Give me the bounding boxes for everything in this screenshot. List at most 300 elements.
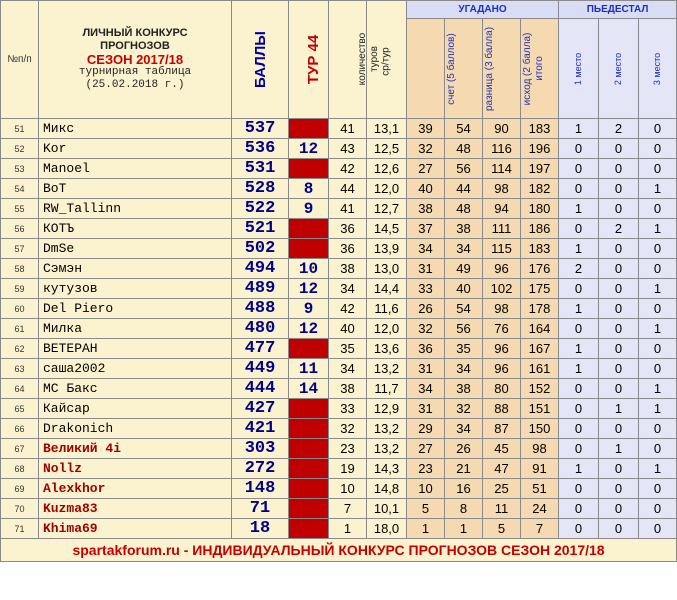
- guessed-score: 10: [407, 479, 445, 499]
- player-name: Del Piero: [39, 299, 232, 319]
- guessed-score: 38: [407, 199, 445, 219]
- tours-count: 1: [329, 519, 367, 539]
- row-number: 61: [1, 319, 39, 339]
- player-name: Khima69: [39, 519, 232, 539]
- row-number: 56: [1, 219, 39, 239]
- guessed-total: 164: [521, 319, 559, 339]
- guessed-score: 1: [407, 519, 445, 539]
- guessed-score-label: счет (5 баллов): [446, 32, 457, 105]
- guessed-score: 32: [407, 319, 445, 339]
- place-2-label: 2 место: [613, 52, 624, 85]
- place-2-count: 0: [599, 279, 639, 299]
- points-value: 444: [232, 379, 289, 399]
- footer-text: spartakforum.ru - ИНДИВИДУАЛЬНЫЙ КОНКУРС ПРОГНОЗОВ СЕЗОН 2017/18: [1, 539, 677, 562]
- tours-count: 42: [329, 159, 367, 179]
- row-number: 58: [1, 259, 39, 279]
- header-place-3: [639, 19, 677, 119]
- guessed-score: 29: [407, 419, 445, 439]
- points-value: 272: [232, 459, 289, 479]
- row-number: 62: [1, 339, 39, 359]
- table-row: [1, 219, 677, 239]
- tour-points: 11: [289, 359, 329, 379]
- guessed-score: 37: [407, 219, 445, 239]
- guessed-total: 182: [521, 179, 559, 199]
- tours-count: 44: [329, 179, 367, 199]
- guessed-score: 40: [407, 179, 445, 199]
- guessed-outcome: 11: [483, 499, 521, 519]
- player-name: саша2002: [39, 359, 232, 379]
- avg-per-tour: 12,0: [367, 179, 407, 199]
- table-row: [1, 139, 677, 159]
- avg-per-tour: 11,6: [367, 299, 407, 319]
- guessed-outcome: 114: [483, 159, 521, 179]
- row-number: 53: [1, 159, 39, 179]
- player-name: RW_Tallinn: [39, 199, 232, 219]
- guessed-total: 196: [521, 139, 559, 159]
- tour-points: 10: [289, 259, 329, 279]
- guessed-total: 178: [521, 299, 559, 319]
- guessed-total: 183: [521, 119, 559, 139]
- guessed-diff: 38: [445, 379, 483, 399]
- place-1-count: 1: [559, 299, 599, 319]
- title-line1: ЛИЧНЫЙ КОНКУРС: [82, 27, 188, 39]
- place-1-count: 0: [559, 319, 599, 339]
- avg-per-tour: 14,5: [367, 219, 407, 239]
- player-name: BoT: [39, 179, 232, 199]
- place-3-count: 1: [639, 459, 677, 479]
- row-number: 65: [1, 399, 39, 419]
- guessed-diff: 48: [445, 199, 483, 219]
- guessed-total: 167: [521, 339, 559, 359]
- guessed-score: 32: [407, 139, 445, 159]
- avg-per-tour: 12,7: [367, 199, 407, 219]
- place-1-count: 0: [559, 179, 599, 199]
- header-guessed-score: [407, 19, 457, 119]
- table-row: [1, 299, 677, 319]
- place-1-count: 0: [559, 479, 599, 499]
- row-number: 69: [1, 479, 39, 499]
- guessed-total: 161: [521, 359, 559, 379]
- guessed-outcome: 116: [483, 139, 521, 159]
- guessed-total: 150: [521, 419, 559, 439]
- place-2-count: 0: [599, 519, 639, 539]
- header-points: [232, 1, 289, 119]
- tours-count: 10: [329, 479, 367, 499]
- guessed-score: 31: [407, 399, 445, 419]
- tour-points: [289, 159, 329, 179]
- tour-points: [289, 119, 329, 139]
- tours-count: 38: [329, 259, 367, 279]
- place-2-count: 0: [599, 199, 639, 219]
- header-num: №п/п: [1, 1, 39, 119]
- tours-count: 41: [329, 199, 367, 219]
- guessed-score: 27: [407, 159, 445, 179]
- guessed-total: 180: [521, 199, 559, 219]
- place-3-count: 0: [639, 339, 677, 359]
- tours-count: 32: [329, 419, 367, 439]
- place-3-count: 1: [639, 219, 677, 239]
- guessed-outcome: 47: [483, 459, 521, 479]
- avg-per-tour: 14,4: [367, 279, 407, 299]
- page-title: [39, 1, 232, 119]
- tours-count: 36: [329, 219, 367, 239]
- points-value: 537: [232, 119, 289, 139]
- guessed-total-label: итого: [534, 56, 546, 81]
- table-row: [1, 439, 677, 459]
- place-1-label: 1 место: [573, 52, 584, 85]
- place-3-label: 3 место: [652, 52, 663, 85]
- guessed-score: 34: [407, 379, 445, 399]
- title-line2: ПРОГНОЗОВ: [100, 40, 170, 52]
- points-value: 18: [232, 519, 289, 539]
- table-row: [1, 239, 677, 259]
- guessed-outcome: 96: [483, 339, 521, 359]
- guessed-score: 23: [407, 459, 445, 479]
- points-value: 480: [232, 319, 289, 339]
- place-1-count: 1: [559, 239, 599, 259]
- table-row: [1, 179, 677, 199]
- header-place-1: [559, 19, 599, 119]
- season-label: СЕЗОН 2017/18: [86, 52, 184, 67]
- table-row: [1, 499, 677, 519]
- place-3-count: 0: [639, 139, 677, 159]
- player-name: ВЕТЕРАН: [39, 339, 232, 359]
- place-1-count: 1: [559, 459, 599, 479]
- points-value: 494: [232, 259, 289, 279]
- guessed-diff: 34: [445, 239, 483, 259]
- tour-points: [289, 399, 329, 419]
- place-2-count: 0: [599, 179, 639, 199]
- guessed-group: УГАДАНО: [407, 1, 559, 19]
- place-2-count: 0: [599, 259, 639, 279]
- table-row: [1, 479, 677, 499]
- avg-per-tour: 12,6: [367, 159, 407, 179]
- guessed-outcome: 25: [483, 479, 521, 499]
- player-name: Drakonich: [39, 419, 232, 439]
- place-1-count: 0: [559, 499, 599, 519]
- guessed-total: 51: [521, 479, 559, 499]
- tour-points: [289, 519, 329, 539]
- guessed-diff: 32: [445, 399, 483, 419]
- guessed-diff: 35: [445, 339, 483, 359]
- points-value: 489: [232, 279, 289, 299]
- place-3-count: 1: [639, 379, 677, 399]
- place-1-count: 0: [559, 139, 599, 159]
- tour-points: [289, 219, 329, 239]
- table-row: [1, 119, 677, 139]
- player-name: Manoel: [39, 159, 232, 179]
- place-1-count: 1: [559, 199, 599, 219]
- row-number: 55: [1, 199, 39, 219]
- guessed-total: 197: [521, 159, 559, 179]
- place-3-count: 0: [639, 359, 677, 379]
- place-2-count: 0: [599, 159, 639, 179]
- table-row: [1, 359, 677, 379]
- guessed-diff-label: разница (3 балла): [484, 26, 495, 111]
- place-2-count: 0: [599, 299, 639, 319]
- place-2-count: 0: [599, 319, 639, 339]
- place-1-count: 1: [559, 359, 599, 379]
- subtitle-line1: турнирная таблица: [78, 66, 192, 78]
- player-name: Сэмэн: [39, 259, 232, 279]
- table-row: [1, 459, 677, 479]
- guessed-diff: 34: [445, 359, 483, 379]
- table-row: [1, 379, 677, 399]
- place-3-count: 0: [639, 239, 677, 259]
- place-3-count: 0: [639, 119, 677, 139]
- tours-count: 33: [329, 399, 367, 419]
- player-name: Kuzma83: [39, 499, 232, 519]
- player-name: Nollz: [39, 459, 232, 479]
- row-number: 67: [1, 439, 39, 459]
- place-3-count: 0: [639, 259, 677, 279]
- place-2-count: 2: [599, 219, 639, 239]
- place-3-count: 0: [639, 519, 677, 539]
- player-name: Микс: [39, 119, 232, 139]
- guessed-outcome: 96: [483, 259, 521, 279]
- guessed-score: 26: [407, 299, 445, 319]
- guessed-total: 7: [521, 519, 559, 539]
- guessed-outcome: 76: [483, 319, 521, 339]
- points-value: 522: [232, 199, 289, 219]
- place-1-count: 0: [559, 419, 599, 439]
- tour-points: 12: [289, 279, 329, 299]
- points-value: 521: [232, 219, 289, 239]
- table-row: [1, 519, 677, 539]
- guessed-diff: 16: [445, 479, 483, 499]
- tours-count: 38: [329, 379, 367, 399]
- place-2-count: 0: [599, 479, 639, 499]
- place-1-count: 0: [559, 399, 599, 419]
- guessed-diff: 8: [445, 499, 483, 519]
- points-value: 477: [232, 339, 289, 359]
- guessed-diff: 40: [445, 279, 483, 299]
- player-name: кутузов: [39, 279, 232, 299]
- player-name: Kor: [39, 139, 232, 159]
- tour-points: 9: [289, 299, 329, 319]
- avg-per-tour: 13,2: [367, 439, 407, 459]
- guessed-outcome: 111: [483, 219, 521, 239]
- table-row: [1, 159, 677, 179]
- place-2-count: 0: [599, 359, 639, 379]
- guessed-diff: 44: [445, 179, 483, 199]
- row-number: 66: [1, 419, 39, 439]
- subtitle-date: (25.02.2018 г.): [85, 79, 185, 91]
- tour-points: 14: [289, 379, 329, 399]
- place-1-count: 0: [559, 439, 599, 459]
- tours-count: 43: [329, 139, 367, 159]
- player-name: Милка: [39, 319, 232, 339]
- row-number: 60: [1, 299, 39, 319]
- table-row: [1, 259, 677, 279]
- place-1-count: 0: [559, 379, 599, 399]
- points-value: 148: [232, 479, 289, 499]
- table-row: [1, 339, 677, 359]
- place-1-count: 1: [559, 339, 599, 359]
- row-number: 68: [1, 459, 39, 479]
- player-name: КОТЪ: [39, 219, 232, 239]
- avg-per-tour: 13,9: [367, 239, 407, 259]
- guessed-score: 39: [407, 119, 445, 139]
- place-2-count: 2: [599, 119, 639, 139]
- tour-points: 12: [289, 139, 329, 159]
- place-3-count: 1: [639, 319, 677, 339]
- header-place-2: [599, 19, 639, 119]
- points-value: 427: [232, 399, 289, 419]
- guessed-outcome: 94: [483, 199, 521, 219]
- place-2-count: 0: [599, 139, 639, 159]
- tours-count: 42: [329, 299, 367, 319]
- place-3-count: 0: [639, 499, 677, 519]
- guessed-outcome: 98: [483, 299, 521, 319]
- points-value: 502: [232, 239, 289, 259]
- place-3-count: 0: [639, 199, 677, 219]
- avg-per-tour: 14,3: [367, 459, 407, 479]
- guessed-diff: 54: [445, 299, 483, 319]
- avg-per-tour: 13,1: [367, 119, 407, 139]
- guessed-outcome-label: исход (2 балла): [522, 32, 533, 105]
- avg-per-tour: 14,8: [367, 479, 407, 499]
- guessed-outcome: 87: [483, 419, 521, 439]
- place-2-count: 1: [599, 399, 639, 419]
- player-name: Кайсар: [39, 399, 232, 419]
- player-name: Alexkhor: [39, 479, 232, 499]
- row-number: 54: [1, 179, 39, 199]
- guessed-score: 31: [407, 259, 445, 279]
- avg-per-tour: 12,9: [367, 399, 407, 419]
- place-2-count: 1: [599, 439, 639, 459]
- guessed-total: 151: [521, 399, 559, 419]
- points-label: БАЛЛЫ: [251, 30, 269, 88]
- guessed-diff: 54: [445, 119, 483, 139]
- place-1-count: 0: [559, 159, 599, 179]
- guessed-total: 24: [521, 499, 559, 519]
- guessed-total: 91: [521, 459, 559, 479]
- tour-points: 9: [289, 199, 329, 219]
- place-1-count: 2: [559, 259, 599, 279]
- place-1-count: 0: [559, 219, 599, 239]
- place-2-count: 0: [599, 459, 639, 479]
- guessed-outcome: 80: [483, 379, 521, 399]
- place-2-count: 0: [599, 499, 639, 519]
- player-name: Великий 4i: [39, 439, 232, 459]
- place-3-count: 0: [639, 159, 677, 179]
- tour-points: [289, 439, 329, 459]
- place-3-count: 0: [639, 299, 677, 319]
- points-value: 421: [232, 419, 289, 439]
- place-2-count: 0: [599, 419, 639, 439]
- row-number: 52: [1, 139, 39, 159]
- points-value: 71: [232, 499, 289, 519]
- footer-row: [1, 539, 677, 562]
- guessed-outcome: 96: [483, 359, 521, 379]
- guessed-total: 176: [521, 259, 559, 279]
- place-1-count: 0: [559, 519, 599, 539]
- points-value: 303: [232, 439, 289, 459]
- place-3-count: 0: [639, 439, 677, 459]
- tours-count: 19: [329, 459, 367, 479]
- tours-count: 35: [329, 339, 367, 359]
- tours-count: 34: [329, 359, 367, 379]
- guessed-total: 175: [521, 279, 559, 299]
- guessed-diff: 56: [445, 159, 483, 179]
- header-tour: [289, 1, 329, 119]
- avg-per-tour: 13,2: [367, 419, 407, 439]
- guessed-diff: 26: [445, 439, 483, 459]
- tours-count-label: количество туров: [357, 32, 380, 86]
- table-row: [1, 319, 677, 339]
- guessed-diff: 38: [445, 219, 483, 239]
- guessed-total: 186: [521, 219, 559, 239]
- table-row: [1, 279, 677, 299]
- table-row: [1, 399, 677, 419]
- guessed-outcome: 5: [483, 519, 521, 539]
- guessed-diff: 48: [445, 139, 483, 159]
- header-tours-count: [329, 1, 380, 119]
- guessed-total: 152: [521, 379, 559, 399]
- guessed-diff: 1: [445, 519, 483, 539]
- points-value: 531: [232, 159, 289, 179]
- guessed-score: 33: [407, 279, 445, 299]
- avg-per-tour: 12,0: [367, 319, 407, 339]
- tours-count: 23: [329, 439, 367, 459]
- guessed-score: 27: [407, 439, 445, 459]
- avg-per-tour: 18,0: [367, 519, 407, 539]
- place-3-count: 1: [639, 399, 677, 419]
- points-value: 536: [232, 139, 289, 159]
- tour-points: [289, 499, 329, 519]
- avg-per-tour: 13,6: [367, 339, 407, 359]
- guessed-outcome: 98: [483, 179, 521, 199]
- avg-per-tour: 10,1: [367, 499, 407, 519]
- avg-label: ср/тур: [380, 46, 392, 76]
- avg-per-tour: 11,7: [367, 379, 407, 399]
- guessed-outcome: 115: [483, 239, 521, 259]
- avg-per-tour: 12,5: [367, 139, 407, 159]
- guessed-total: 98: [521, 439, 559, 459]
- avg-per-tour: 13,0: [367, 259, 407, 279]
- tour-points: [289, 479, 329, 499]
- row-number: 70: [1, 499, 39, 519]
- guessed-score: 36: [407, 339, 445, 359]
- tour-points: [289, 239, 329, 259]
- guessed-diff: 56: [445, 319, 483, 339]
- guessed-diff: 49: [445, 259, 483, 279]
- guessed-diff: 34: [445, 419, 483, 439]
- place-3-count: 0: [639, 419, 677, 439]
- guessed-score: 5: [407, 499, 445, 519]
- guessed-diff: 21: [445, 459, 483, 479]
- tour-points: [289, 339, 329, 359]
- guessed-outcome: 88: [483, 399, 521, 419]
- row-number: 71: [1, 519, 39, 539]
- row-number: 51: [1, 119, 39, 139]
- tours-count: 7: [329, 499, 367, 519]
- guessed-outcome: 45: [483, 439, 521, 459]
- guessed-score: 31: [407, 359, 445, 379]
- place-1-count: 0: [559, 279, 599, 299]
- tour-points: [289, 459, 329, 479]
- place-3-count: 0: [639, 479, 677, 499]
- podium-group: ПЬЕДЕСТАЛ: [559, 1, 677, 19]
- avg-per-tour: 13,2: [367, 359, 407, 379]
- tours-count: 40: [329, 319, 367, 339]
- place-2-count: 0: [599, 379, 639, 399]
- tour-points: 8: [289, 179, 329, 199]
- row-number: 63: [1, 359, 39, 379]
- row-number: 64: [1, 379, 39, 399]
- points-value: 488: [232, 299, 289, 319]
